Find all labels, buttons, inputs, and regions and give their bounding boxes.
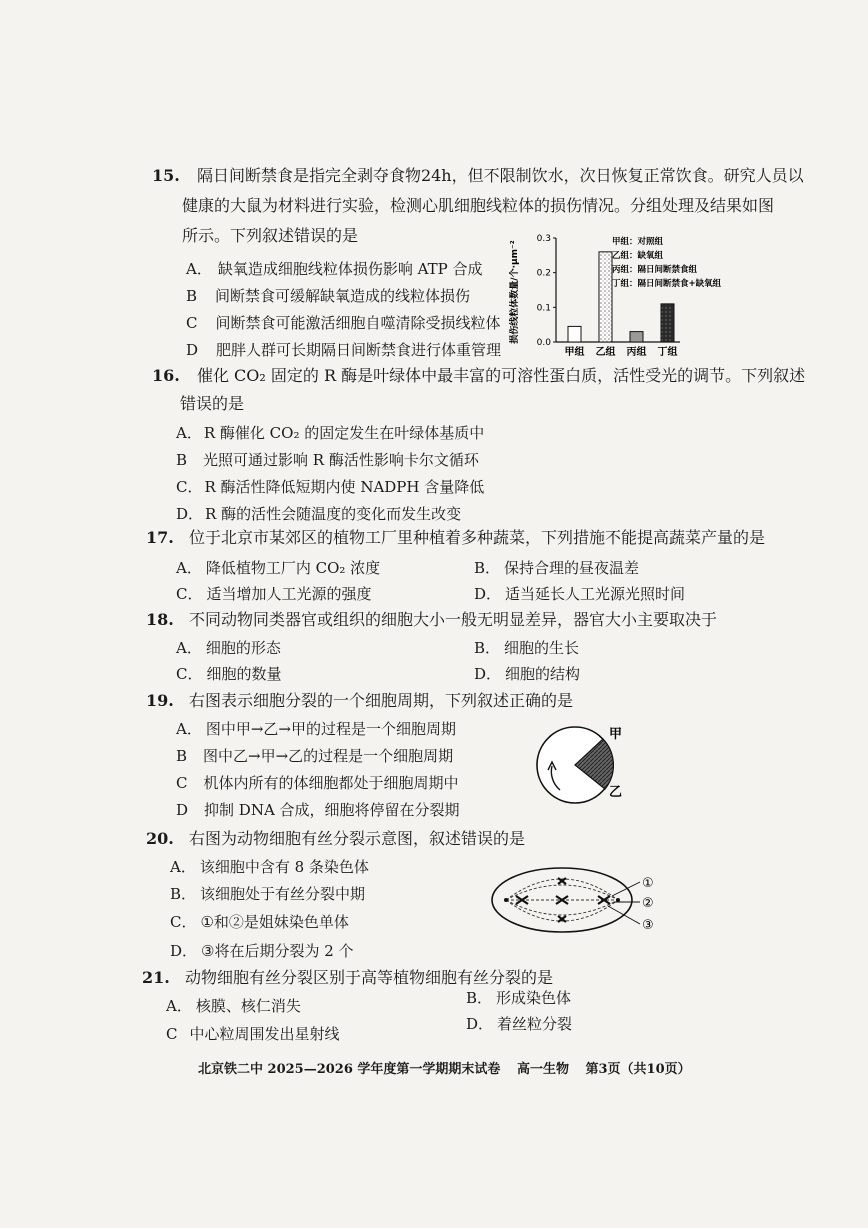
option-a[interactable] [176, 423, 484, 443]
option-d[interactable] [186, 340, 501, 360]
option-a[interactable] [176, 719, 456, 739]
option-text: 抑制 DNA 合成，细胞将停留在分裂期 [204, 801, 460, 819]
footer-school: 北京铁二中 2025—2026 学年度第一学期期末试卷 [198, 1062, 501, 1077]
category-label: 乙组 [595, 347, 616, 358]
chromosomes [516, 878, 610, 922]
option-label: B [186, 287, 198, 305]
option-text: 核膜、核仁消失 [195, 997, 301, 1015]
question-text-line: 动物细胞有丝分裂区别于高等植物细胞有丝分裂的是 [184, 968, 553, 987]
option-text: 缺氧造成细胞线粒体损伤影响 ATP 合成 [217, 260, 483, 278]
option-text: 保持合理的昼夜温差 [504, 559, 640, 577]
question-number: 19. [146, 691, 174, 710]
category-label: 甲组 [564, 347, 585, 358]
option-a[interactable] [166, 996, 301, 1016]
category-label: 丁组 [657, 347, 678, 358]
option-d[interactable] [474, 664, 580, 684]
cell-cycle-figure [530, 718, 640, 810]
question-19-stem [146, 691, 573, 711]
question-number: 18. [146, 610, 174, 629]
option-label: B． [466, 989, 493, 1007]
bar [599, 252, 612, 342]
footer-page: 第3页（共10页） [585, 1062, 691, 1077]
question-text-line: 隔日间断禁食是指完全剥夺食物24h，但不限制饮水，次日恢复正常饮食。研究人员以 [196, 166, 804, 185]
question-18-stem [146, 610, 717, 630]
marker-3: ③ [642, 918, 654, 933]
option-label: B [176, 451, 188, 469]
option-label: C [186, 314, 198, 332]
y-tick-label: 0.2 [536, 268, 551, 279]
centriole-left [504, 898, 508, 902]
option-text: 细胞的结构 [505, 665, 581, 683]
option-text: 细胞的生长 [504, 639, 580, 657]
question-text-line: 右图表示细胞分裂的一个细胞周期，下列叙述正确的是 [188, 691, 573, 710]
option-text: R 酶催化 CO₂ 的固定发生在叶绿体基质中 [203, 424, 485, 442]
option-label: A． [176, 559, 202, 577]
option-label: C [176, 774, 188, 792]
option-text: 适当增加人工光源的强度 [206, 585, 372, 603]
bar [568, 326, 581, 342]
question-text-line: 右图为动物细胞有丝分裂示意图，叙述错误的是 [188, 829, 525, 848]
option-label: C． [176, 585, 203, 603]
option-text: 图中甲→乙→甲的过程是一个细胞周期 [205, 720, 456, 738]
y-tick-label: 0.0 [536, 338, 551, 348]
y-tick-label: 0.1 [536, 303, 551, 314]
option-text: R 酶的活性会随温度的变化而发生改变 [205, 505, 462, 523]
option-label: D [186, 341, 199, 359]
option-text: ③将在后期分裂为 2 个 [201, 942, 354, 960]
option-b[interactable] [466, 988, 571, 1008]
option-label: D． [466, 1015, 494, 1033]
option-text: 间断禁食可缓解缺氧造成的线粒体损伤 [215, 287, 471, 305]
option-text: 形成染色体 [496, 989, 572, 1007]
option-label: C． [176, 665, 203, 683]
mitochondria-damage-bar-chart [508, 226, 758, 358]
option-label: A． [166, 997, 192, 1015]
option-text: 该细胞处于有丝分裂中期 [200, 885, 366, 903]
option-d[interactable] [466, 1014, 572, 1034]
option-b[interactable] [176, 746, 453, 766]
option-a[interactable] [176, 558, 380, 578]
legend-entry: 丙组：隔日间断禁食组 [612, 265, 698, 275]
option-text: R 酶活性降低短期内使 NADPH 含量降低 [204, 478, 485, 496]
option-c[interactable] [176, 664, 282, 684]
y-tick-label: 0.3 [536, 234, 551, 244]
question-number: 20. [146, 829, 174, 848]
option-text: 光照可通过影响 R 酶活性影响卡尔文循环 [203, 451, 479, 469]
option-a[interactable] [170, 857, 369, 877]
option-c[interactable] [186, 313, 501, 333]
option-b[interactable] [170, 884, 365, 904]
question-number: 21. [142, 968, 170, 987]
marker-1: ① [642, 876, 654, 891]
option-a[interactable] [186, 259, 483, 279]
y-axis-label: 损伤线粒体数量/个·μm⁻² [510, 240, 520, 344]
question-number: 16. [152, 366, 180, 385]
option-text: 降低植物工厂内 CO₂ 浓度 [205, 559, 381, 577]
option-label: B． [474, 639, 501, 657]
option-c[interactable] [176, 477, 484, 497]
option-c[interactable] [170, 912, 349, 932]
option-text: 细胞的数量 [206, 665, 282, 683]
option-text: 图中乙→甲→乙的过程是一个细胞周期 [203, 747, 454, 765]
option-text: 该细胞中含有 8 条染色体 [199, 858, 369, 876]
option-d[interactable] [176, 504, 461, 524]
question-text-line: 不同动物同类器官或组织的细胞大小一般无明显差异，器官大小主要取决于 [188, 610, 717, 629]
option-label: B． [170, 885, 197, 903]
option-label: D． [474, 585, 502, 603]
option-label: A． [186, 260, 212, 278]
question-15-stem [152, 166, 804, 186]
option-b[interactable] [474, 638, 579, 658]
option-d[interactable] [474, 584, 685, 604]
option-text: 中心粒周围发出星射线 [189, 1025, 340, 1043]
option-text: 机体内所有的体细胞都处于细胞周期中 [203, 774, 459, 792]
question-text-line: 催化 CO₂ 固定的 R 酶是叶绿体中最丰富的可溶性蛋白质，活性受光的调节。下列叙述 [196, 366, 806, 385]
option-c[interactable] [176, 584, 372, 604]
category-label: 丙组 [626, 347, 647, 358]
option-text: ①和②是姐妹染色单体 [200, 913, 349, 931]
legend-entry: 丁组：隔日间断禁食+缺氧组 [612, 279, 722, 289]
option-label: A． [176, 720, 202, 738]
option-label: C． [170, 913, 197, 931]
option-label: D． [176, 505, 204, 523]
option-b[interactable] [186, 286, 470, 306]
option-label: B． [474, 559, 501, 577]
option-c[interactable] [166, 1024, 340, 1044]
option-d[interactable] [176, 800, 460, 820]
question-17-stem [146, 528, 765, 548]
option-label: C [166, 1025, 178, 1043]
marker-2: ② [642, 896, 654, 911]
option-b[interactable] [176, 450, 479, 470]
centriole-right [616, 898, 620, 902]
footer-subject: 高一生物 [516, 1062, 569, 1077]
question-16-stem [152, 366, 805, 386]
question-text-line: 健康的大鼠为材料进行实验，检测心肌细胞线粒体的损伤情况。分组处理及结果如图 [182, 196, 775, 215]
option-label: A． [176, 424, 202, 442]
option-label: A． [176, 639, 202, 657]
option-a[interactable] [176, 638, 281, 658]
option-d[interactable] [170, 941, 354, 961]
label-yi: 乙 [609, 785, 623, 800]
option-label: D． [170, 942, 198, 960]
option-label: D [176, 801, 189, 819]
option-text: 细胞的形态 [205, 639, 281, 657]
question-20-stem [146, 829, 525, 849]
bar [661, 304, 674, 342]
option-label: A． [170, 858, 196, 876]
option-label: B [176, 747, 188, 765]
question-number: 17. [146, 528, 174, 547]
option-label: D． [474, 665, 502, 683]
legend-entry: 甲组：对照组 [612, 237, 664, 247]
question-text-line: 所示。下列叙述错误的是 [182, 226, 359, 245]
legend-entry: 乙组：缺氧组 [612, 251, 664, 261]
option-text: 适当延长人工光源光照时间 [505, 585, 686, 603]
question-text-line: 位于北京市某郊区的植物工厂里种植着多种蔬菜，下列措施不能提高蔬菜产量的是 [188, 528, 765, 547]
option-text: 肥胖人群可长期隔日间断禁食进行体重管理 [216, 341, 502, 359]
mitosis-figure [490, 862, 670, 938]
option-b[interactable] [474, 558, 639, 578]
page-footer [198, 1058, 691, 1077]
label-jia: 甲 [609, 727, 623, 742]
question-number: 15. [152, 166, 180, 185]
option-label: C． [176, 478, 203, 496]
question-21-stem [142, 968, 553, 988]
option-text: 间断禁食可能激活细胞自噬清除受损线粒体 [215, 314, 501, 332]
option-text: 着丝粒分裂 [497, 1015, 573, 1033]
question-text-line: 错误的是 [180, 394, 245, 413]
option-c[interactable] [176, 773, 459, 793]
bar [630, 332, 643, 342]
